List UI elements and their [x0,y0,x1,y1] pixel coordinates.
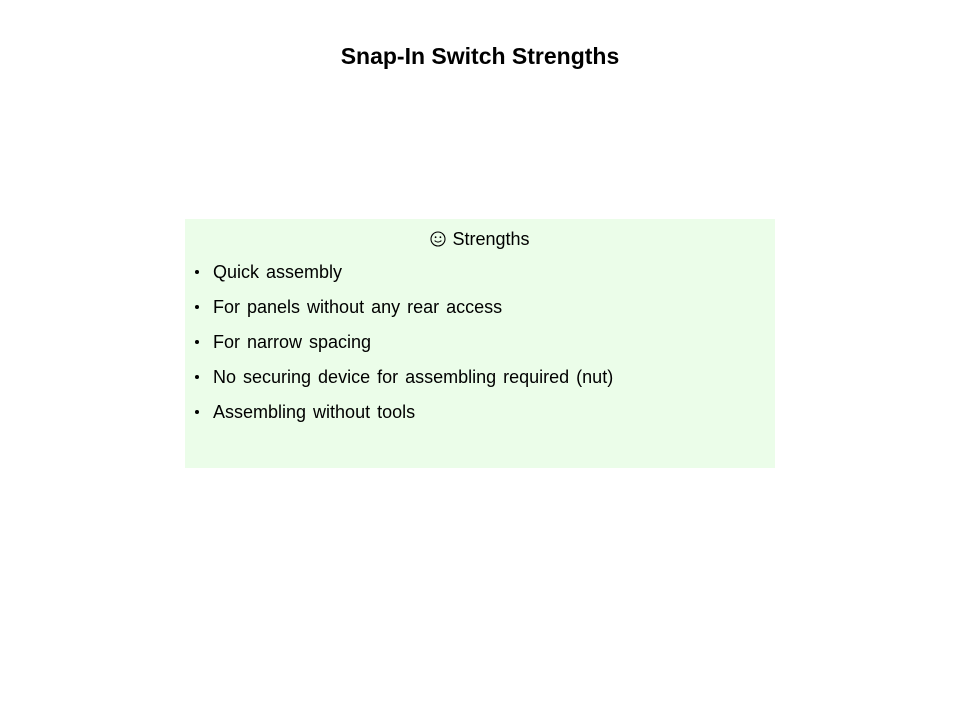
smiley-face-icon [430,231,446,247]
list-item-text: Assembling without tools [213,402,416,422]
bullet-icon [195,340,199,344]
strengths-heading-label: Strengths [452,229,530,249]
list-item-text: For panels without any rear access [213,297,503,317]
list-item-text: No securing device for assembling required (nut) [213,367,614,387]
strengths-heading [185,227,775,251]
bullet-icon [195,305,199,309]
bullet-icon [195,270,199,274]
strengths-box [185,219,775,468]
bullet-icon [195,410,199,414]
bullet-icon [195,375,199,379]
slide-title: Snap-In Switch Strengths [340,43,620,69]
list-item-text: For narrow spacing [213,332,372,352]
list-item-text: Quick assembly [213,262,343,282]
